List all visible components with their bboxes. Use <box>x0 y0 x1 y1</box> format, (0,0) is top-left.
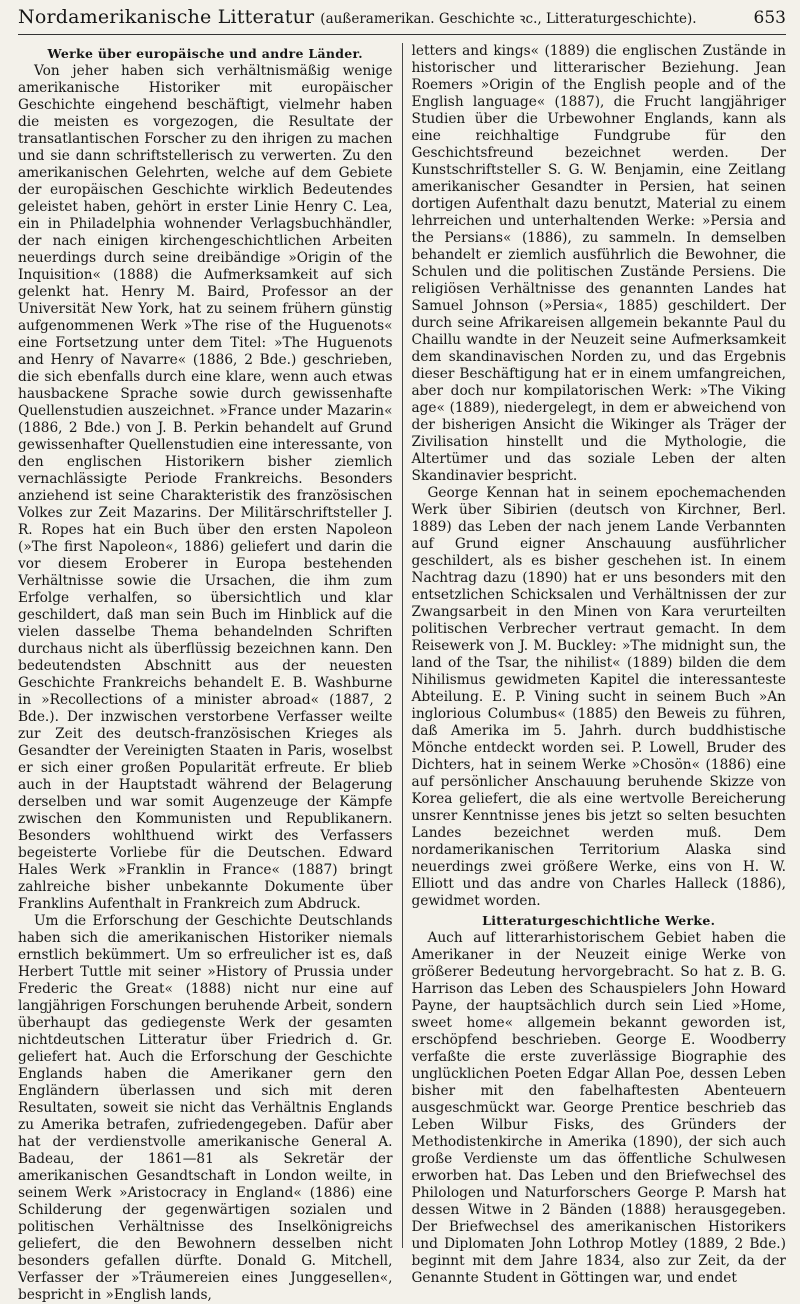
section-heading-literary-history: Litteraturgeschichtliche Werke. <box>482 913 716 928</box>
running-header <box>18 6 786 35</box>
column-divider <box>402 43 403 1248</box>
paragraph-continued: letters and kings« (1889) die englischen Zustände in historischer und litterarischer Beziehung. Jean Roemers »Origin of the English people and of the English language« (1887), die Frucht langjähriger Studien über die Urbewohner Englands, kann als eine reichhaltige Fundgrube für den Geschichtsfreund bezeichnet werden. Der Kunstschriftsteller S. G. W. Benjamin, eine Zeitlang amerikanischer Gesandter in Persien, hat seinen dortigen Aufenthalt dazu benutzt, Material zu einem lehrreichen und unterhaltenden Werke: »Persia and the Persians« (1886), zu sammeln. In demselben behandelt er ziemlich ausführlich die Bewohner, die Schulen und die politischen Zustände Persiens. Die religiösen Verhältnisse des genannten Landes hat Samuel Johnson (»Persia«, 1885) geschildert. Der durch seine Afrikareisen allgemein bekannte Paul du Chaillu wandte in der Neuzeit seine Aufmerksamkeit dem skandinavischen Norden zu, und das Ergebnis dieser Beschäftigung hat er in einem umfangreichen, aber doch nur kompilatorischen Werk: »The Viking age« (1889), niedergelegt, in dem er abweichend von der bisherigen Ansicht die Wikinger als Träger der Zivilisation hinstellt und die Mythologie, die Altertümer und das soziale Leben der alten Skandinavier bespricht. <box>411 43 786 484</box>
paragraph: Auch auf litterarhistorischem Gebiet haben die Amerikaner in der Neuzeit einige Werke von größerer Bedeutung hervorgebracht. So hat z. B. G. Harrison das Leben des Schauspielers John Howard Payne, der hauptsächlich durch sein Lied »Home, sweet home« allgemein bekannt geworden ist, erschöpfend beschrieben. George E. Woodberry verfaßte die erste zuverlässige Biographie des unglücklichen Poeten Edgar Allan Poe, dessen Leben bisher mit den fabelhaftesten Abenteuern ausgeschmückt war. George Prentice beschrieb das Leben Wilbur Fisks, des Gründers der Methodistenkirche in Amerika (1890), der sich auch große Verdienste um das öffentliche Schulwesen erworben hat. Das Leben und den Briefwechsel des Philologen und Naturforschers George P. Marsh hat dessen Witwe in 2 Bänden (1888) herausgegeben. Der Briefwechsel des amerikanischen Historikers und Diplomaten John Lothrop Motley (1889, 2 Bde.) beginnt mit dem Jahre 1834, also zur Zeit, da der Genannte Student in Göttingen war, und endet <box>411 930 786 1286</box>
paragraph: Von jeher haben sich verhältnismäßig wenige amerikanische Historiker mit europäischer Geschichte eingehend beschäftigt, vielmehr haben die meisten es vorgezogen, die Resultate der transatlantischen Forscher zu den ihrigen zu machen und sie dann schriftstellerisch zu verwerten. Zu den amerikanischen Gelehrten, welche auf dem Gebiete der europäischen Geschichte wirklich Bedeutendes geleistet haben, gehört in erster Linie Henry C. Lea, ein in Philadelphia wohnender Verlagsbuchhändler, der nach einigen kirchengeschichtlichen Arbeiten neuerdings durch seine dreibändige »Origin of the Inquisition« (1888) die Aufmerksamkeit auf sich gelenkt hat. Henry M. Baird, Professor an der Universität New York, hat zu seinem frühern günstig aufgenommenen Werk »The rise of the Huguenots« eine Fortsetzung unter dem Titel: »The Huguenots and Henry of Navarre« (1886, 2 Bde.) geschrieben, die sich ebenfalls durch eine klare, wenn auch etwas hausbackene Sprache sowie durch gewissenhafte Quellenstudien auszeichnet. »France under Mazarin« (1886, 2 Bde.) von J. B. Perkin behandelt auf Grund gewissenhafter Quellenstudien eine interessante, von den englischen Historikern bisher ziemlich vernachlässigte Periode Frankreichs. Besonders anziehend ist seine Charakteristik des französischen Volkes zur Zeit Mazarins. Der Militärschriftsteller J. R. Ropes hat ein Buch über den ersten Napoleon (»The first Napoleon«, 1886) geliefert und darin die vor diesem Eroberer in Europa bestehenden Verhältnisse sowie die Ursachen, die ihm zum Erfolge verhalfen, so übersichtlich und klar geschildert, daß man sein Buch im Hinblick auf die vielen dasselbe Thema behandelnden Schriften durchaus nicht als überflüssig bezeichnen kann. Den bedeutendsten Abschnitt aus der neuesten Geschichte Frankreichs behandelt E. B. Washburne in »Recollections of a minister abroad« (1887, 2 Bde.). Der inzwischen verstorbene Verfasser weilte zur Zeit des deutsch-französischen Krieges als Gesandter der Vereinigten Staaten in Paris, woselbst er sich einer großen Popularität erfreute. Er blieb auch in der Hauptstadt während der Belagerung derselben und war somit Augenzeuge der Kämpfe zwischen den Kommunisten und Republikanern. Besonders wohlthuend wirkt des Verfassers begeisterte Vorliebe für die Deutschen. Edward Hales Werk »Franklin in France« (1887) bringt zahlreiche bisher unbekannte Dokumente über Franklins Aufenthalt in Frankreich zum Abdruck. <box>18 63 393 912</box>
two-column-body <box>18 43 786 1303</box>
right-column <box>403 43 786 1286</box>
left-column <box>18 43 401 1303</box>
page-number: 653 <box>753 8 786 28</box>
paragraph: George Kennan hat in seinem epochemachenden Werk über Sibirien (deutsch von Kirchner, Berl. 1889) das Leben der nach jenem Lande Verbannten auf Grund eigner Anschauung ausführlicher geschildert, als es bisher geschehen ist. In einem Nachtrag dazu (1890) hat er uns besonders mit den entsetzlichen Schicksalen und Verhältnissen der zur Zwangsarbeit in den Minen von Kara verurteilten politischen Verbrecher vertraut gemacht. In dem Reisewerk von J. M. Buckley: »The midnight sun, the land of the Tsar, the nihilist« (1889) bilden die dem Nihilismus gewidmeten Kapitel die interessanteste Abteilung. E. P. Vining sucht in seinem Buch »An inglorious Columbus« (1885) den Beweis zu führen, daß Amerika im 5. Jahrh. durch buddhistische Mönche entdeckt worden sei. P. Lowell, Bruder des Dichters, hat in seinem Werke »Chosön« (1886) eine auf persönlicher Anschauung beruhende Skizze von Korea geliefert, die als eine wertvolle Bereicherung unsrer Kenntnisse jenes bis jetzt so selten besuchten Landes bezeichnet werden muß. Dem nordamerikanischen Territorium Alaska sind neuerdings zwei größere Werke, eins von H. W. Elliott und das andre von Charles Halleck (1886), gewidmet worden. <box>411 485 786 909</box>
header-title: Nordamerikanische Litteratur <box>18 6 315 28</box>
section-heading-european-works: Werke über europäische und andre Länder. <box>47 46 363 61</box>
paragraph: Um die Erforschung der Geschichte Deutschlands haben sich die amerikanischen Historiker niemals ernstlich bekümmert. Um so erfreulicher ist es, daß Herbert Tuttle mit seiner »History of Prussia under Frederic the Great« (1888) nicht nur eine auf langjährigen Forschungen beruhende Arbeit, sondern überhaupt das gediegenste Werk der gesamten nichtdeutschen Litteratur über Friedrich d. Gr. geliefert hat. Auch die Erforschung der Geschichte Englands haben die Amerikaner gern den Engländern überlassen und sich mit deren Resultaten, soweit sie nicht das Verhältnis Englands zu Amerika betrafen, zufriedengegeben. Dafür aber hat der verdienstvolle amerikanische General A. Badeau, der 1861—81 als Sekretär der amerikanischen Gesandtschaft in London weilte, in seinem Werk »Aristocracy in England« (1886) eine Schilderung der gegenwärtigen sozialen und politischen Verhältnisse des Inselkönigreichs geliefert, die den Bewohnern desselben nicht besonders gefallen dürfte. Donald G. Mitchell, Verfasser der »Träumereien eines Junggesellen«, bespricht in »English lands, <box>18 913 393 1303</box>
header-subtitle: (außeramerikan. Geschichte ꝛc., Litteraturgeschichte). <box>320 11 697 27</box>
